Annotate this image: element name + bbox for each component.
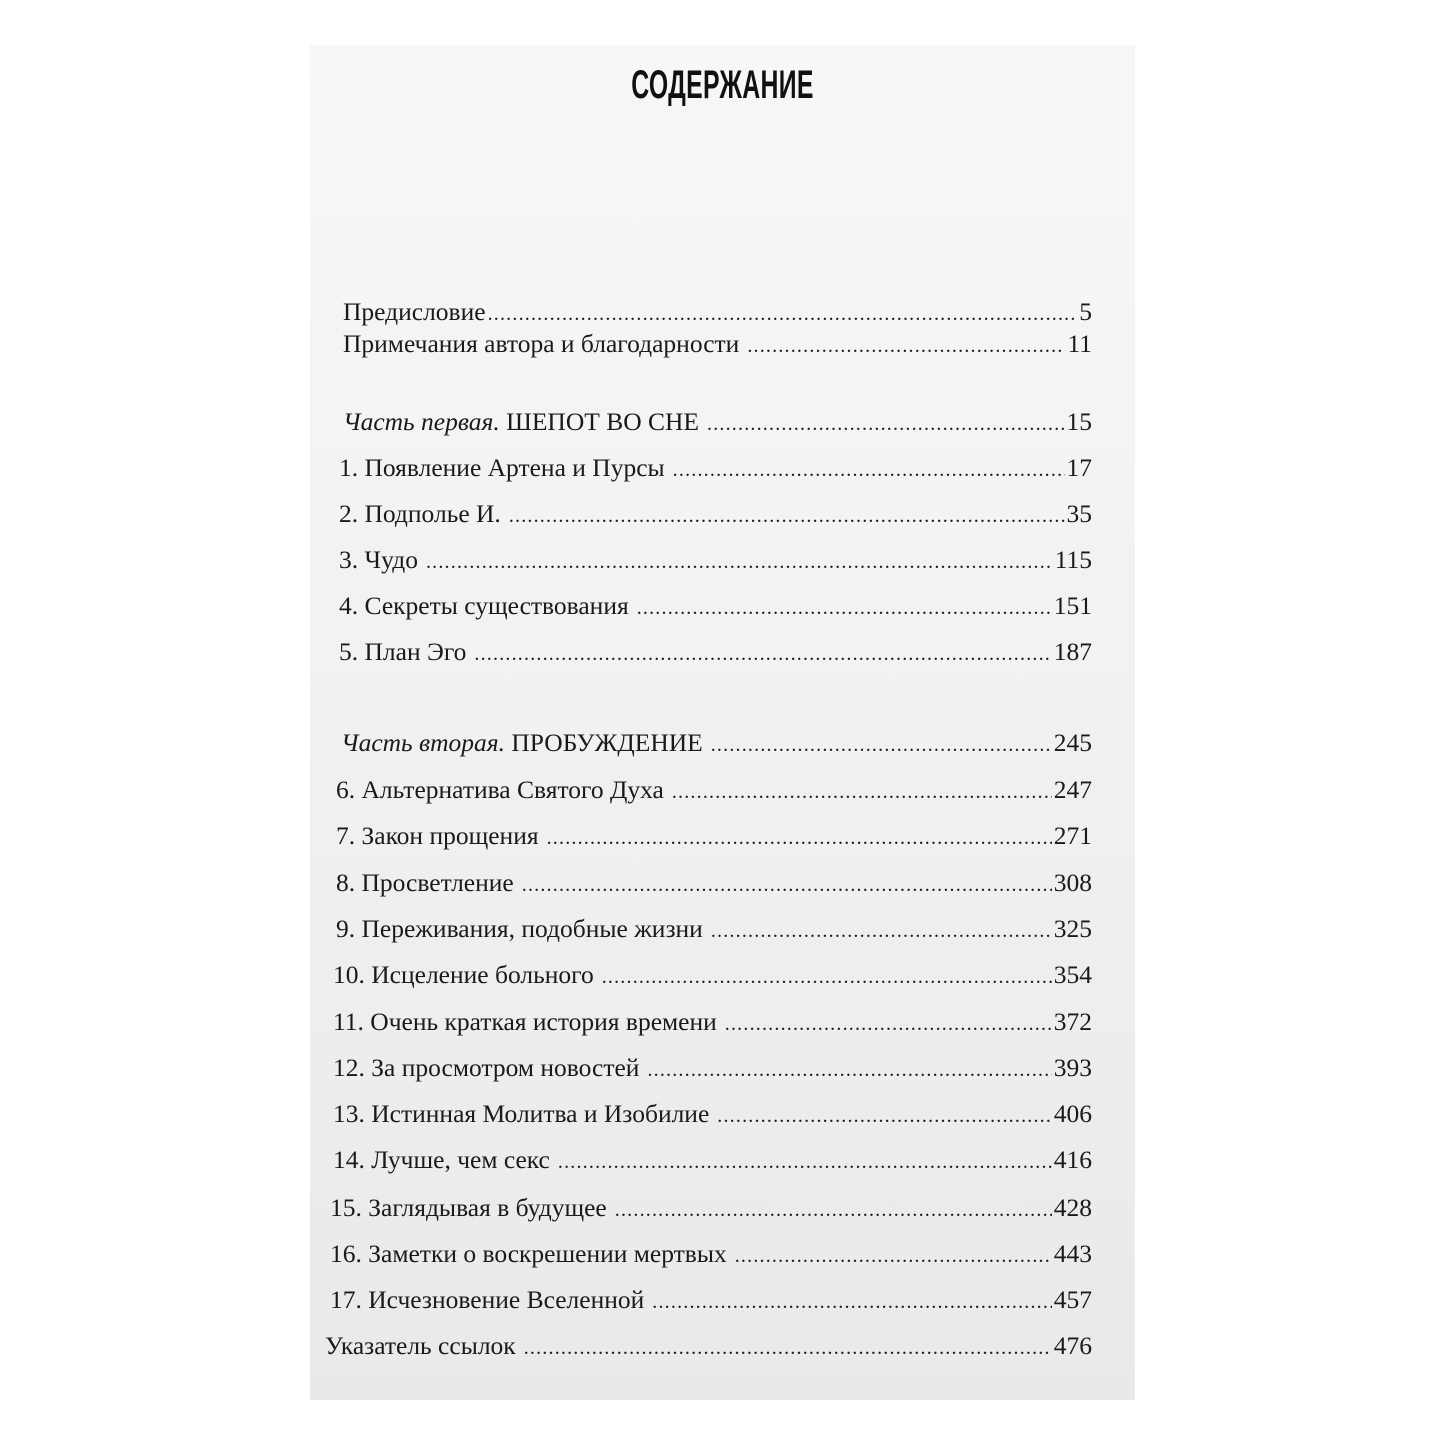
entry-page: 416	[1053, 1145, 1092, 1174]
dot-leader	[615, 1199, 1052, 1222]
entry-page: 245	[1053, 728, 1092, 757]
entry-page: 308	[1053, 868, 1092, 897]
toc-chapter	[339, 453, 1092, 483]
dot-leader	[725, 1013, 1052, 1036]
entry-page: 372	[1053, 1007, 1092, 1036]
entry-page: 354	[1053, 960, 1092, 989]
toc-chapter	[330, 1239, 1092, 1269]
toc-chapter	[336, 914, 1092, 944]
dot-leader	[647, 1059, 1051, 1082]
entry-page: 428	[1053, 1193, 1092, 1222]
book-page	[310, 45, 1135, 1400]
page-title: СОДЕРЖАНИЕ	[631, 63, 814, 107]
entry-title: 2. Подполье И.	[339, 499, 501, 528]
toc-entry-preface	[343, 297, 1092, 327]
toc-entry-index	[325, 1331, 1092, 1361]
toc-part-two	[341, 728, 1092, 758]
entry-page: 457	[1053, 1285, 1092, 1314]
entry-page: 15	[1066, 407, 1092, 436]
toc-part-one	[343, 407, 1092, 437]
entry-title: 17. Исчезновение Вселенной	[330, 1285, 645, 1314]
toc-chapter	[330, 1285, 1092, 1315]
toc-chapter	[333, 960, 1092, 990]
entry-title: 11. Очень краткая история времени	[333, 1007, 717, 1036]
dot-leader	[673, 459, 1065, 482]
entry-page: 271	[1053, 821, 1092, 850]
toc-chapter	[333, 1007, 1092, 1037]
part-title: ПРОБУЖДЕНИЕ	[511, 728, 703, 757]
entry-title: 13. Истинная Молитва и Изобилие	[333, 1099, 710, 1128]
part-heading	[343, 407, 699, 437]
entry-title: 7. Закон прощения	[336, 821, 539, 850]
dot-leader	[637, 597, 1052, 620]
entry-title: 1. Появление Артена и Пурсы	[339, 453, 665, 482]
entry-title: 8. Просветление	[336, 868, 514, 897]
entry-page: 443	[1053, 1239, 1092, 1268]
entry-page: 325	[1053, 914, 1092, 943]
entry-title: Примечания автора и благодарности	[343, 329, 740, 358]
dot-leader	[602, 966, 1052, 989]
dot-leader	[558, 1151, 1052, 1174]
toc-chapter	[336, 775, 1092, 805]
dot-leader	[426, 551, 1053, 574]
dot-leader	[735, 1245, 1052, 1268]
toc-chapter	[339, 499, 1092, 529]
toc-chapter	[339, 637, 1092, 667]
toc-chapter	[330, 1193, 1092, 1223]
entry-title: 14. Лучше, чем секс	[333, 1145, 550, 1174]
dot-leader	[717, 1105, 1051, 1128]
entry-title: 4. Секреты существования	[339, 591, 629, 620]
entry-page: 11	[1067, 329, 1092, 358]
entry-title: 5. План Эго	[339, 637, 467, 666]
dot-leader	[474, 643, 1051, 666]
entry-page: 5	[1079, 297, 1092, 326]
entry-page: 35	[1066, 499, 1092, 528]
dot-leader	[524, 1337, 1052, 1360]
entry-page: 476	[1053, 1331, 1092, 1360]
dot-leader	[547, 827, 1052, 850]
entry-page: 17	[1066, 453, 1092, 482]
toc-chapter	[333, 1053, 1092, 1083]
entry-title: 10. Исцеление больного	[333, 960, 594, 989]
entry-title: 15. Заглядывая в будущее	[330, 1193, 607, 1222]
dot-leader	[509, 505, 1065, 528]
dot-leader	[747, 335, 1065, 358]
dot-leader	[711, 920, 1052, 943]
dot-leader	[707, 413, 1065, 436]
toc-chapter	[336, 868, 1092, 898]
entry-page: 151	[1053, 591, 1092, 620]
toc-entry-author-notes	[343, 329, 1092, 359]
part-label: Часть первая.	[343, 407, 500, 436]
entry-page: 115	[1054, 545, 1092, 574]
toc-chapter	[339, 545, 1092, 575]
toc-chapter	[333, 1145, 1092, 1175]
part-title: ШЕПОТ ВО СНЕ	[506, 407, 699, 436]
entry-page: 406	[1053, 1099, 1092, 1128]
dot-leader	[652, 1291, 1051, 1314]
entry-page: 187	[1053, 637, 1092, 666]
entry-page: 247	[1053, 775, 1092, 804]
dot-leader	[522, 874, 1052, 897]
part-label: Часть вторая.	[341, 728, 505, 757]
entry-title: 9. Переживания, подобные жизни	[336, 914, 703, 943]
entry-title: 12. За просмотром новостей	[333, 1053, 640, 1082]
dot-leader	[672, 781, 1052, 804]
dot-leader	[711, 734, 1052, 757]
toc-chapter	[333, 1099, 1092, 1129]
entry-title: Предисловие	[343, 297, 486, 326]
entry-title: 3. Чудо	[339, 545, 418, 574]
toc-chapter	[339, 591, 1092, 621]
part-heading	[341, 728, 703, 758]
entry-page: 393	[1053, 1053, 1092, 1082]
entry-title: 6. Альтернатива Святого Духа	[336, 775, 664, 804]
dot-leader	[488, 303, 1078, 326]
entry-title: Указатель ссылок	[325, 1331, 516, 1360]
entry-title: 16. Заметки о воскрешении мертвых	[330, 1239, 727, 1268]
toc-chapter	[336, 821, 1092, 851]
